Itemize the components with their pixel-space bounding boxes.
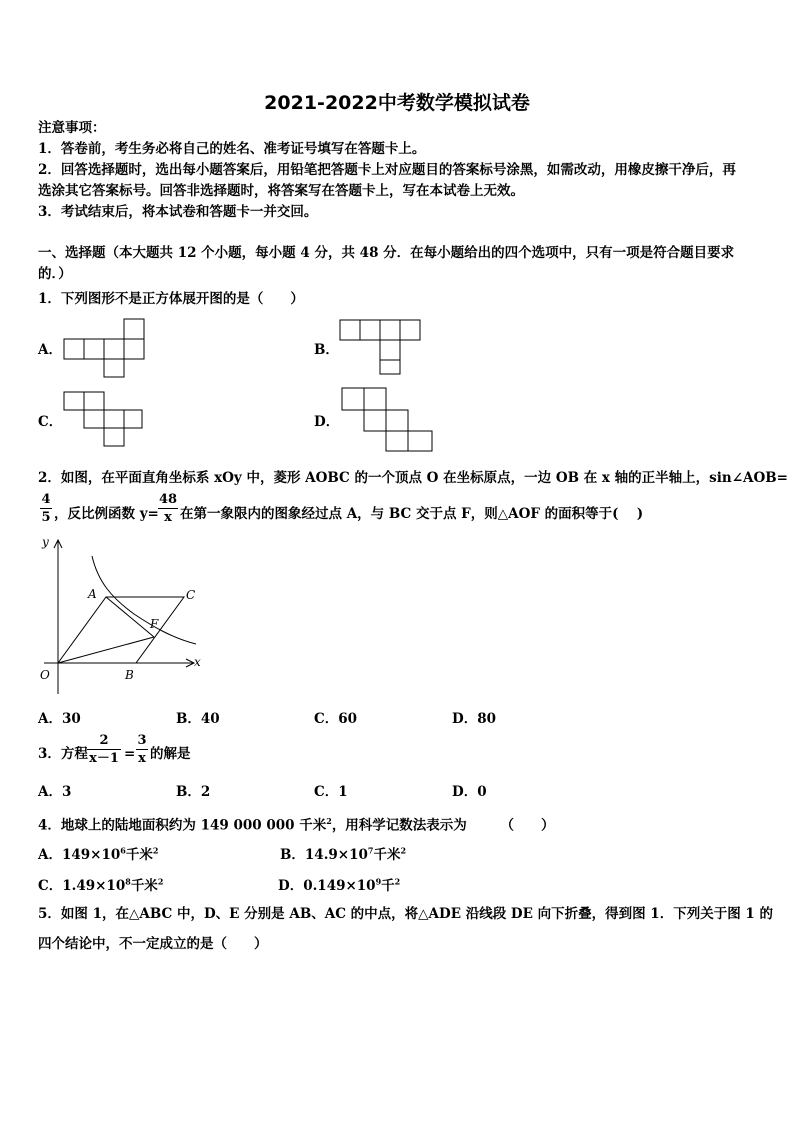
q4-stem-post: ，用科学记数法表示为 （ ） (331, 817, 555, 834)
q2-frac1-numerator: 4 (41, 492, 51, 507)
q4-opt-a-exp: 6 (120, 845, 126, 856)
q2-option-d: D．80 (452, 711, 496, 727)
question-3-stem-pre: 3．方程 (38, 746, 88, 762)
notice-heading: 注意事项： (38, 120, 106, 136)
notice-item-3: 3．考试结束后，将本试卷和答题卡一并交回。 (38, 204, 318, 220)
question-2-stem-line1: 2．如图，在平面直角坐标系 xOy 中，菱形 AOBC 的一个顶点 O 在坐标原点，一边 OB 在 x 轴的正半轴上，sin∠AOB= (38, 470, 788, 486)
q4-option-a (38, 843, 158, 863)
q4-option-b (280, 843, 406, 863)
q2-option-a: A．30 (38, 711, 81, 727)
q4-opt-d-exp: 9 (375, 876, 382, 887)
q3-equals: = (124, 746, 136, 762)
page-title: 2021-2022中考数学模拟试卷 (264, 92, 530, 114)
question-4-stem (38, 810, 555, 837)
q4-option-c (38, 874, 163, 894)
question-2-stem-part3: 在第一象限内的图象经过点 A，与 BC 交于点 F，则△AOF 的面积等于( ) (180, 506, 644, 522)
segment-af (106, 597, 154, 637)
q2-option-b: B．40 (176, 711, 220, 727)
q1-option-d-label: D． (314, 414, 340, 430)
q4-stem-sup: 2 (326, 816, 332, 826)
question-1-stem: 1．下列图形不是正方体展开图的是（ ） (38, 291, 304, 307)
segment-of (58, 637, 154, 663)
q4-opt-c-post: 千米 (130, 878, 158, 894)
q3-option-c: C．1 (314, 784, 348, 800)
q3-frac2-numerator: 3 (137, 733, 147, 748)
q3-option-a: A．3 (38, 784, 72, 800)
q3-frac1-numerator: 2 (99, 733, 109, 748)
q2-frac1-denominator: 5 (41, 510, 51, 525)
label-f: F (150, 617, 159, 631)
q2-option-c: C．60 (314, 711, 358, 727)
question-2-stem-part2: ，反比例函数 y= (54, 506, 159, 522)
q4-opt-d-pre: D．0.149×10 (278, 878, 376, 894)
section-heading-cont: 的．） (38, 266, 72, 282)
q3-fraction-left (87, 733, 121, 766)
q2-figure (34, 534, 210, 698)
question-5-stem-line2: 四个结论中，不一定成立的是（ ） (38, 936, 268, 952)
q1-net-b (338, 318, 424, 376)
q1-option-b-label: B． (314, 342, 339, 358)
q3-frac1-denominator: x－1 (89, 751, 119, 766)
q1-option-c-label: C． (38, 414, 63, 430)
q3-fraction-right (136, 733, 148, 766)
label-b: B (125, 668, 134, 682)
label-a: A (88, 587, 97, 601)
q4-opt-b-post: 千米 (373, 847, 401, 863)
q4-opt-b-sup: 2 (400, 845, 407, 856)
label-o: O (40, 668, 50, 682)
q4-option-d (278, 874, 400, 894)
q2-fraction-func (158, 492, 178, 525)
q4-opt-b-exp: 7 (367, 845, 374, 856)
q4-opt-d-post: 千 (381, 878, 395, 894)
question-5-stem-line1: 5．如图 1，在△ABC 中，D、E 分别是 AB、AC 的中点，将△ADE 沿线段 DE 向下折叠，得到图 1．下列关于图 1 的 (38, 906, 773, 922)
label-x: x (194, 655, 201, 669)
q4-opt-c-pre: C．1.49×10 (38, 878, 126, 894)
q4-opt-a-post: 千米 (125, 847, 153, 863)
q2-frac2-numerator: 48 (158, 492, 178, 507)
hyperbola-curve (92, 556, 196, 644)
notice-item-1: 1．答卷前，考生务必将自己的姓名、准考证号填写在答题卡上。 (38, 141, 426, 157)
q3-option-d: D．0 (452, 784, 487, 800)
q1-net-c (62, 390, 146, 450)
rhombus-aobc (58, 597, 184, 663)
q4-opt-c-sup: 2 (157, 876, 164, 887)
q1-net-d (340, 386, 436, 454)
q4-stem-pre: 4．地球上的陆地面积约为 149 000 000 千米 (38, 817, 327, 834)
q2-frac2-denominator: x (164, 510, 172, 525)
q3-option-b: B．2 (176, 784, 211, 800)
q4-opt-b-pre: B．14.9×10 (280, 847, 368, 863)
q4-opt-a-pre: A．149×10 (38, 847, 121, 863)
q2-fraction-sin (40, 492, 52, 525)
q4-opt-d-sup: 2 (394, 876, 401, 887)
notice-item-2-cont: 选涂其它答案标号。回答非选择题时，将答案写在答题卡上，写在本试卷上无效。 (38, 183, 524, 199)
q4-opt-c-exp: 8 (125, 876, 131, 887)
q1-option-a-label: A． (38, 342, 62, 358)
notice-item-2: 2．回答选择题时，选出每小题答案后，用铅笔把答题卡上对应题目的答案标号涂黑，如需改动，用橡皮擦干净后，再 (38, 162, 736, 178)
q1-net-a (62, 317, 152, 379)
section-heading: 一、选择题（本大题共 12 个小题，每小题 4 分，共 48 分．在每小题给出的四个选项中，只有一项是符合题目要求 (38, 245, 735, 261)
label-y: y (42, 535, 49, 549)
label-c: C (186, 588, 196, 602)
q4-opt-a-sup: 2 (152, 845, 159, 856)
question-3-stem-post: 的解是 (150, 746, 191, 762)
q3-frac2-denominator: x (138, 751, 146, 766)
